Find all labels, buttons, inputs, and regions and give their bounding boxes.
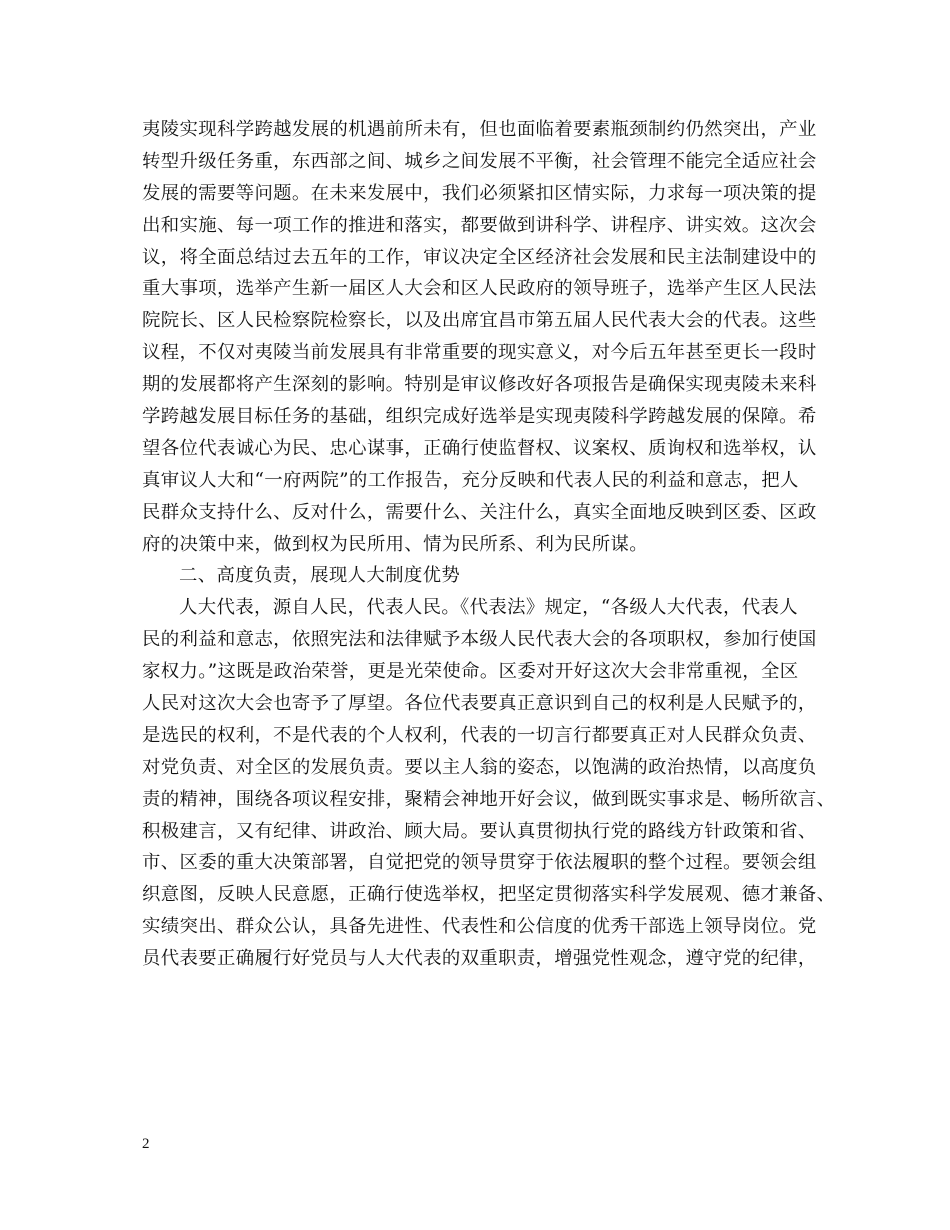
text-line: 积极建言，又有纪律、讲政治、顾大局。要认真贯彻执行党的路线方针政策和省、 [142, 820, 817, 842]
text-line: 出和实施、每一项工作的推进和落实，都要做到讲科学、讲程序、讲实效。这次会 [142, 214, 817, 236]
text-line: 市、区委的重大决策部署，自觉把党的领导贯穿于依法履职的整个过程。要领会组 [142, 852, 817, 874]
document-body [142, 114, 836, 975]
text-line: 民群众支持什么、反对什么，需要什么、关注什么，真实全面地反映到区委、区政 [142, 501, 817, 523]
text-line: 实绩突出、群众公认，具备先进性、代表性和公信度的优秀干部选上领导岗位。党 [142, 916, 817, 938]
text-line: 期的发展都将产生深刻的影响。特别是审议修改好各项报告是确保实现夷陵未来科 [142, 374, 817, 396]
paragraph-1 [142, 114, 818, 560]
text-line: 民的利益和意志，依照宪法和法律赋予本级人民代表大会的各项职权，参加行使国 [142, 629, 817, 651]
text-line: 对党负责、对全区的发展负责。要以主人翁的姿态，以饱满的政治热情，以高度负 [142, 756, 817, 778]
text-line: 望各位代表诚心为民、忠心谋事，正确行使监督权、议案权、质询权和选举权，认 [142, 437, 817, 459]
section-heading: 二、高度负责，展现人大制度优势 [179, 565, 461, 587]
text-line: 员代表要正确履行好党员与人大代表的双重职责，增强党性观念，遵守党的纪律， [142, 948, 817, 970]
text-line: 人民对这次大会也寄予了厚望。各位代表要真正意识到自己的权利是人民赋予的， [142, 693, 817, 715]
text-line: 夷陵实现科学跨越发展的机遇前所未有，但也面临着要素瓶颈制约仍然突出，产业 [142, 119, 817, 140]
text-line: 转型升级任务重，东西部之间、城乡之间发展不平衡，社会管理不能完全适应社会 [142, 150, 817, 172]
text-line: 真审议人大和“一府两院”的工作报告，充分反映和代表人民的利益和意志，把人 [142, 469, 799, 491]
text-line: 府的决策中来，做到权为民所用、情为民所系、利为民所谋。 [142, 533, 648, 555]
text-line: 人大代表，源自人民，代表人民。《代表法》规定，“各级人大代表，代表人 [179, 597, 798, 619]
text-line: 重大事项，选举产生新一届区人大会和区人民政府的领导班子，选举产生区人民法 [142, 278, 817, 300]
paragraph-2 [142, 592, 836, 975]
text-line: 家权力。”这既是政治荣誉，更是光荣使命。区委对开好这次大会非常重视，全区 [142, 661, 799, 683]
text-line: 责的精神，围绕各项议程安排，聚精会神地开好会议，做到既实事求是、畅所欲言、 [142, 788, 836, 810]
text-line: 院院长、区人民检察院检察长，以及出席宜昌市第五届人民代表大会的代表。这些 [142, 310, 817, 332]
text-line: 发展的需要等问题。在未来发展中，我们必须紧扣区情实际，力求每一项决策的提 [142, 182, 817, 204]
page-number: 2 [142, 1136, 150, 1152]
text-line: 议，将全面总结过去五年的工作，审议决定全区经济社会发展和民主法制建设中的 [142, 246, 817, 268]
text-line: 织意图，反映人民意愿，正确行使选举权，把坚定贯彻落实科学发展观、德才兼备、 [142, 884, 836, 906]
text-line: 议程，不仅对夷陵当前发展具有非常重要的现实意义，对今后五年甚至更长一段时 [142, 342, 817, 364]
text-line: 是选民的权利，不是代表的个人权利，代表的一切言行都要真正对人民群众负责、 [142, 724, 817, 746]
text-line: 学跨越发展目标任务的基础，组织完成好选举是实现夷陵科学跨越发展的保障。希 [142, 406, 817, 428]
